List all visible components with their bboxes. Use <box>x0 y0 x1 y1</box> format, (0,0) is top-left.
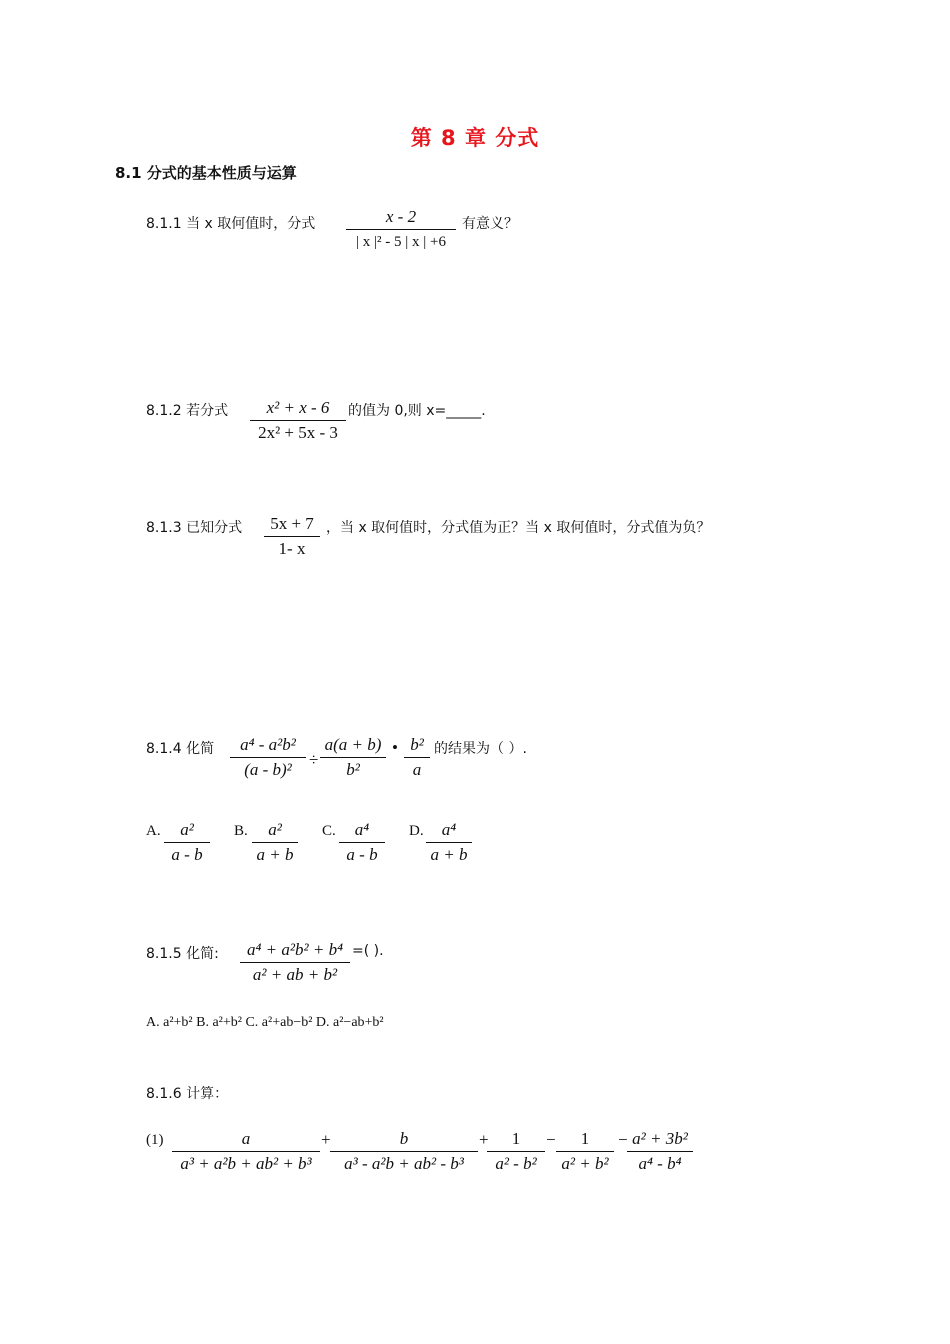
q4-f3-denominator: a <box>412 760 422 779</box>
q3-numerator: 5x + 7 <box>270 514 314 533</box>
q1-numerator: x - 2 <box>385 207 417 226</box>
q4-label: 8.1.4 化简 <box>146 741 215 757</box>
q4-fraction-3 <box>404 733 430 782</box>
q1-suffix: 有意义？ <box>462 216 518 232</box>
q5-options: A. a²+b² B. a²+b² C. a²+ab−b² D. a²−ab+b² <box>146 1015 384 1030</box>
q4-option-d-letter: D. <box>409 823 424 839</box>
option-numerator: a⁴ <box>354 820 370 839</box>
term-denominator: a³ - a²b + ab² - b³ <box>344 1154 464 1173</box>
q6-term-3 <box>487 1127 545 1176</box>
option-numerator: a⁴ <box>441 820 457 839</box>
q2-denominator: 2x² + 5x - 3 <box>258 423 338 442</box>
q6-term-1 <box>172 1127 320 1176</box>
q1-denominator: | x |² - 5 | x | +6 <box>356 234 446 250</box>
option-denominator: a + b <box>430 845 468 864</box>
term-denominator: a² + b² <box>561 1154 609 1173</box>
q6-op-4: − <box>618 1130 628 1149</box>
option-denominator: a + b <box>256 845 294 864</box>
q2-fraction <box>250 396 346 445</box>
q5-numerator: a⁴ + a²b² + b⁴ <box>247 940 343 959</box>
q4-option-c <box>339 818 385 867</box>
term-numerator: b <box>399 1129 409 1148</box>
q3-denominator: 1- x <box>278 539 306 558</box>
q4-f1-denominator: (a - b)² <box>244 760 292 779</box>
term-denominator: a⁴ - b⁴ <box>638 1154 682 1173</box>
q6-op-3: − <box>546 1130 556 1149</box>
q1-label: 8.1.1 当 x 取何值时，分式 <box>146 216 316 232</box>
q6-part-label: (1) <box>146 1132 164 1148</box>
q5-label: 8.1.5 化简: <box>146 946 219 962</box>
q4-fraction-1 <box>230 733 306 782</box>
chapter-title: 第 8 章 分式 <box>410 126 540 150</box>
option-denominator: a - b <box>346 845 378 864</box>
q4-divide-sign: ÷ <box>309 750 319 769</box>
q4-option-a-letter: A. <box>146 823 161 839</box>
option-numerator: a² <box>180 820 194 839</box>
q5-suffix: =( ). <box>352 943 384 959</box>
q5-fraction <box>240 938 350 987</box>
option-denominator: a - b <box>171 845 203 864</box>
q5-denominator: a² + ab + b² <box>252 965 338 984</box>
q6-term-5 <box>627 1127 693 1176</box>
term-numerator: a <box>241 1129 251 1148</box>
q4-fraction-2 <box>320 733 386 782</box>
q6-op-2: + <box>479 1130 489 1149</box>
q4-suffix: 的结果为（ ）. <box>434 741 527 757</box>
term-numerator: 1 <box>580 1129 590 1148</box>
q6-term-2 <box>330 1127 478 1176</box>
q4-dot: • <box>392 738 398 757</box>
term-numerator: 1 <box>511 1129 521 1148</box>
q4-option-a <box>164 818 210 867</box>
q4-f2-denominator: b² <box>346 760 360 779</box>
q4-f1-numerator: a⁴ - a²b² <box>240 735 296 754</box>
q2-suffix: 的值为 0,则 x=_____. <box>348 403 486 419</box>
q4-option-b <box>252 818 298 867</box>
q6-op-1: + <box>321 1130 331 1149</box>
term-denominator: a³ + a²b + ab² + b³ <box>180 1154 312 1173</box>
term-numerator: a² + 3b² <box>632 1129 688 1148</box>
q4-f3-numerator: b² <box>410 735 424 754</box>
q1-fraction <box>346 205 456 254</box>
q6-label: 8.1.6 计算： <box>146 1086 229 1102</box>
q4-option-c-letter: C. <box>322 823 336 839</box>
q3-suffix: ，当 x 取何值时，分式值为正？当 x 取何值时，分式值为负？ <box>326 520 711 536</box>
term-denominator: a² - b² <box>495 1154 537 1173</box>
q4-f2-numerator: a(a + b) <box>324 735 382 754</box>
q4-option-d <box>426 818 472 867</box>
section-title: 8.1 分式的基本性质与运算 <box>115 164 297 182</box>
q2-label: 8.1.2 若分式 <box>146 403 229 419</box>
option-numerator: a² <box>268 820 282 839</box>
q2-numerator: x² + x - 6 <box>266 398 330 417</box>
q3-fraction <box>264 512 320 561</box>
q4-option-b-letter: B. <box>234 823 248 839</box>
q3-label: 8.1.3 已知分式 <box>146 520 243 536</box>
q6-term-4 <box>556 1127 614 1176</box>
